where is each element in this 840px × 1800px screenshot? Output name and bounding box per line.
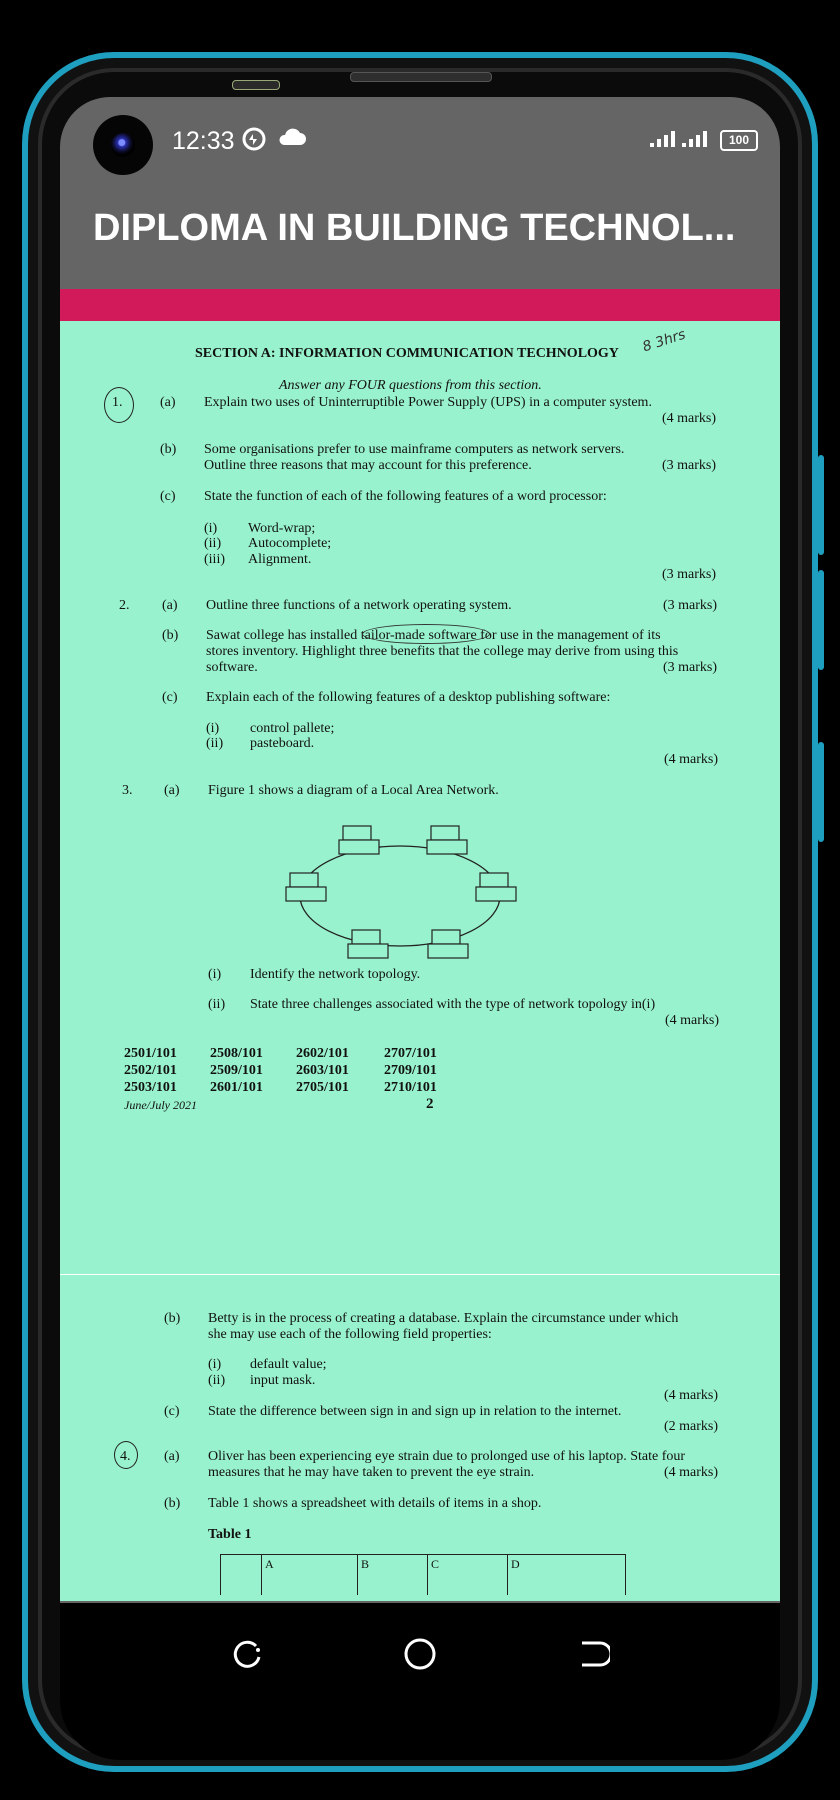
question-text: Explain two uses of Uninterruptible Power Supply (UPS) in a computer system. bbox=[204, 395, 652, 410]
marks: (3 marks) bbox=[663, 598, 718, 613]
power-button bbox=[818, 742, 824, 842]
proximity-sensor bbox=[232, 80, 280, 90]
item-text: pasteboard. bbox=[250, 736, 315, 751]
home-icon[interactable] bbox=[403, 1637, 437, 1671]
battery-icon: 100 bbox=[720, 130, 758, 151]
item-text: State three challenges associated with the type of network topology in(i) bbox=[250, 997, 656, 1012]
table-header: C bbox=[431, 1557, 440, 1571]
item-number: (ii) bbox=[208, 1373, 226, 1388]
item-number: (i) bbox=[204, 521, 218, 536]
question-text: software. bbox=[206, 660, 258, 675]
part-label: (c) bbox=[160, 489, 176, 504]
part-label: (b) bbox=[160, 442, 177, 457]
question-text: Sawat college has installed tailor-made software for use in the management of its bbox=[206, 628, 661, 643]
spreadsheet-table bbox=[220, 1554, 626, 1595]
question-text: Explain each of the following features of a desktop publishing software: bbox=[206, 690, 611, 705]
back-icon[interactable] bbox=[576, 1637, 610, 1671]
phone-bottom-bezel bbox=[60, 1700, 780, 1760]
part-label: (a) bbox=[160, 395, 176, 410]
part-label: (b) bbox=[162, 628, 179, 643]
marks: (2 marks) bbox=[664, 1419, 719, 1434]
marks: (4 marks) bbox=[662, 411, 717, 426]
data-saver-icon bbox=[240, 125, 268, 160]
accent-bar bbox=[60, 289, 780, 321]
question-number: 3. bbox=[122, 783, 133, 798]
question-text: she may use each of the following field properties: bbox=[208, 1327, 492, 1342]
question-text: Betty is in the process of creating a database. Explain the circumstance under which bbox=[208, 1311, 679, 1326]
screen bbox=[60, 97, 780, 1603]
question-text: Some organisations prefer to use mainframe computers as network servers. bbox=[204, 442, 625, 457]
front-camera bbox=[93, 115, 153, 175]
table-header: A bbox=[265, 1557, 274, 1571]
recents-icon[interactable] bbox=[230, 1637, 264, 1671]
table-header: D bbox=[511, 1557, 520, 1571]
question-number: 4. bbox=[120, 1449, 131, 1464]
volume-up-button bbox=[818, 455, 824, 555]
app-bar bbox=[60, 187, 780, 289]
part-label: (a) bbox=[162, 598, 178, 613]
item-number: (i) bbox=[206, 721, 220, 736]
marks: (4 marks) bbox=[664, 1388, 719, 1403]
exam-date: June/July 2021 bbox=[124, 1098, 197, 1112]
item-text: Autocomplete; bbox=[248, 536, 332, 551]
item-number: (iii) bbox=[204, 552, 225, 567]
question-text: Table 1 shows a spreadsheet with details of items in a shop. bbox=[208, 1496, 542, 1511]
marks: (4 marks) bbox=[664, 1465, 719, 1480]
page-number: 2 bbox=[426, 1096, 434, 1112]
question-text: Figure 1 shows a diagram of a Local Area Network. bbox=[208, 783, 499, 798]
margin-note: 8 3hrs bbox=[640, 326, 688, 356]
item-text: control pallete; bbox=[250, 721, 335, 736]
question-number: 2. bbox=[119, 598, 130, 613]
item-number: (ii) bbox=[204, 536, 222, 551]
item-text: Identify the network topology. bbox=[250, 967, 421, 982]
status-bar bbox=[60, 97, 780, 187]
question-text: stores inventory. Highlight three benefits that the college may derive from using this bbox=[206, 644, 679, 659]
item-number: (ii) bbox=[206, 736, 224, 751]
signal-icon bbox=[650, 131, 675, 147]
table-title: Table 1 bbox=[208, 1527, 252, 1542]
question-text: State the difference between sign in and sign up in relation to the internet. bbox=[208, 1404, 622, 1419]
part-label: (a) bbox=[164, 783, 180, 798]
page-title: DIPLOMA IN BUILDING TECHNOL... bbox=[93, 207, 736, 249]
part-label: (a) bbox=[164, 1449, 180, 1464]
network-diagram bbox=[280, 821, 520, 971]
table-header: B bbox=[361, 1557, 370, 1571]
status-time: 12:33 bbox=[172, 127, 235, 155]
question-text: Outline three reasons that may account for this preference. bbox=[204, 458, 532, 473]
marks: (3 marks) bbox=[662, 567, 717, 582]
marks: (4 marks) bbox=[665, 1013, 720, 1028]
part-label: (b) bbox=[164, 1496, 181, 1511]
document-viewer[interactable] bbox=[60, 321, 780, 1601]
item-number: (ii) bbox=[208, 997, 226, 1012]
instruction: Answer any FOUR questions from this section. bbox=[279, 378, 542, 393]
signal-icon-sim2 bbox=[682, 131, 707, 147]
marks: (3 marks) bbox=[662, 458, 717, 473]
part-label: (c) bbox=[162, 690, 178, 705]
question-number: 1. bbox=[112, 395, 123, 410]
item-text: Alignment. bbox=[248, 552, 312, 567]
volume-down-button bbox=[818, 570, 824, 670]
item-text: default value; bbox=[250, 1357, 327, 1372]
part-label: (b) bbox=[164, 1311, 181, 1326]
cloud-icon bbox=[276, 125, 308, 156]
item-text: input mask. bbox=[250, 1373, 316, 1388]
item-number: (i) bbox=[208, 967, 222, 982]
document-page-2 bbox=[60, 1274, 780, 1601]
part-label: (c) bbox=[164, 1404, 180, 1419]
item-number: (i) bbox=[208, 1357, 222, 1372]
question-text: Oliver has been experiencing eye strain due to prolonged use of his laptop. State four bbox=[208, 1449, 686, 1464]
earpiece bbox=[350, 72, 492, 82]
marks: (3 marks) bbox=[663, 660, 718, 675]
navigation-bar bbox=[60, 1603, 780, 1700]
course-codes: 2501/101 2508/101 2602/101 2707/101 2502/101 2509/101 2603/101 2709/101 2503/101 2601/101 2705/101 2710/101 bbox=[124, 1046, 437, 1095]
section-title: SECTION A: INFORMATION COMMUNICATION TECHNOLOGY bbox=[195, 346, 619, 361]
marks: (4 marks) bbox=[664, 752, 719, 767]
question-text: Outline three functions of a network operating system. bbox=[206, 598, 512, 613]
question-text: State the function of each of the following features of a word processor: bbox=[204, 489, 607, 504]
item-text: Word-wrap; bbox=[248, 521, 316, 536]
question-text: measures that he may have taken to prevent the eye strain. bbox=[208, 1465, 535, 1480]
